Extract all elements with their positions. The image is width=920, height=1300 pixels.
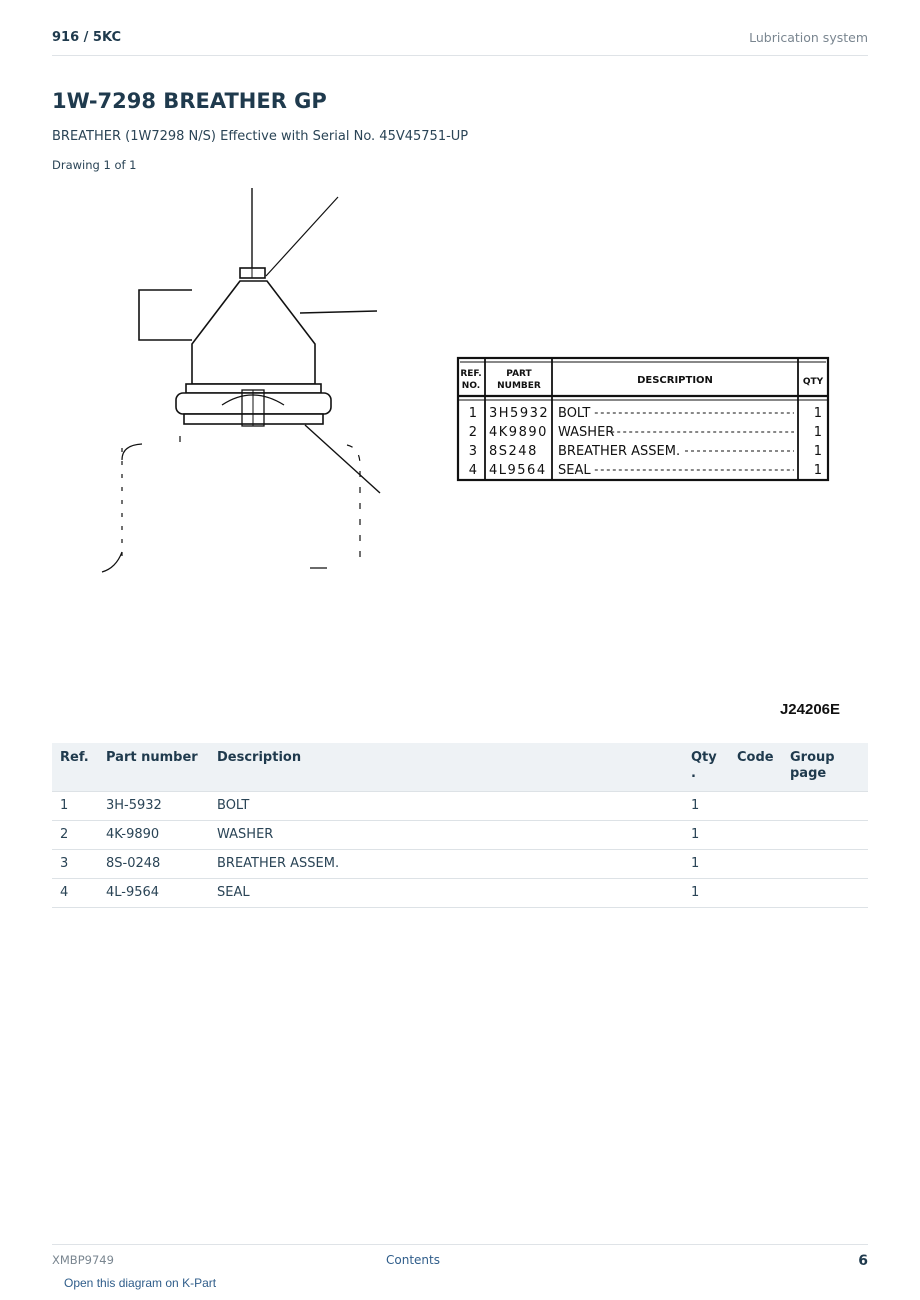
cell-code [729,821,782,850]
inset-cell-ref: 4 [468,463,477,478]
cell-code [729,850,782,879]
drawing-label: Drawing 1 of 1 [52,158,137,172]
parts-table-body [52,792,868,908]
cell-qty: 1 [683,821,729,850]
inset-cell-qty: 1 [813,406,822,421]
inset-cell-description: BOLT [558,406,591,421]
inset-parts-table [458,358,828,480]
inset-cell-description: BREATHER ASSEM. [558,444,681,459]
column-header-ref: Ref. [52,743,98,792]
inset-cell-qty: 1 [813,444,822,459]
cell-part-number: 8S-0248 [98,850,209,879]
cell-group-page [782,850,868,879]
page-title: 1W-7298 BREATHER GP [52,89,327,113]
inset-cell-qty: 1 [813,463,822,478]
section-label: Lubrication system [749,30,868,45]
cell-code [729,792,782,821]
column-header-description: Description [209,743,683,792]
cell-part-number: 4K-9890 [98,821,209,850]
inset-cell-part: 4L9564 [489,463,547,478]
group-subtitle: BREATHER (1W7298 N/S) Effective with Serial No. 45V45751-UP [52,129,469,144]
cell-ref: 1 [52,792,98,821]
table-row [52,792,868,821]
page-header [52,28,868,56]
inset-cell-part: 4K9890 [489,425,548,440]
inset-header-number: NUMBER [497,381,541,391]
cell-ref: 2 [52,821,98,850]
inset-cell-ref: 1 [468,406,477,421]
inset-header-ref: REF. [460,369,482,379]
inset-cell-ref: 3 [468,444,477,459]
document-id: XMBP9749 [52,1253,114,1267]
parts-list-table [52,743,868,908]
parts-table-header [52,743,868,792]
table-row [52,850,868,879]
inset-cell-description: WASHER [558,425,615,440]
cell-description: BOLT [209,792,683,821]
open-in-kpart-link[interactable]: Open this diagram on K-Part [64,1276,217,1290]
parts-drawing [52,180,868,720]
cell-part-number: 4L-9564 [98,879,209,908]
qty-header-suffix: . [691,766,696,781]
table-row [52,879,868,908]
cell-description: WASHER [209,821,683,850]
table-row [52,821,868,850]
breather-illustration [102,188,380,572]
group-page-header-line1: Group [790,750,835,765]
cell-description: SEAL [209,879,683,908]
inset-cell-description: SEAL [558,463,591,478]
page-number: 6 [858,1253,868,1269]
inset-header-ref-no: NO. [461,381,481,391]
inset-cell-qty: 1 [813,425,822,440]
cell-description: BREATHER ASSEM. [209,850,683,879]
cell-qty: 1 [683,850,729,879]
model-label: 916 / 5KC [52,30,122,45]
column-header-code: Code [729,743,782,792]
inset-cell-ref: 2 [468,425,477,440]
inset-cell-part: 3H5932 [489,406,550,421]
cell-code [729,879,782,908]
group-page-header-line2: page [790,766,827,781]
cell-qty: 1 [683,879,729,908]
inset-cell-part: 8S248 [489,444,538,459]
cell-group-page [782,879,868,908]
cell-ref: 3 [52,850,98,879]
qty-header-text: Qty [691,750,717,765]
cell-group-page [782,792,868,821]
drawing-reference-code: J24206E [779,701,841,718]
inset-header-qty: QTY [802,377,824,387]
column-header-part-number: Part number [98,743,209,792]
cell-ref: 4 [52,879,98,908]
inset-header-description: DESCRIPTION [637,375,713,386]
inset-header-part: PART [506,369,532,379]
column-header-group-page [782,743,868,792]
cell-qty: 1 [683,792,729,821]
column-header-qty [683,743,729,792]
breather-diagram [52,180,868,720]
cell-part-number: 3H-5932 [98,792,209,821]
contents-link[interactable]: Contents [386,1253,440,1267]
cell-group-page [782,821,868,850]
